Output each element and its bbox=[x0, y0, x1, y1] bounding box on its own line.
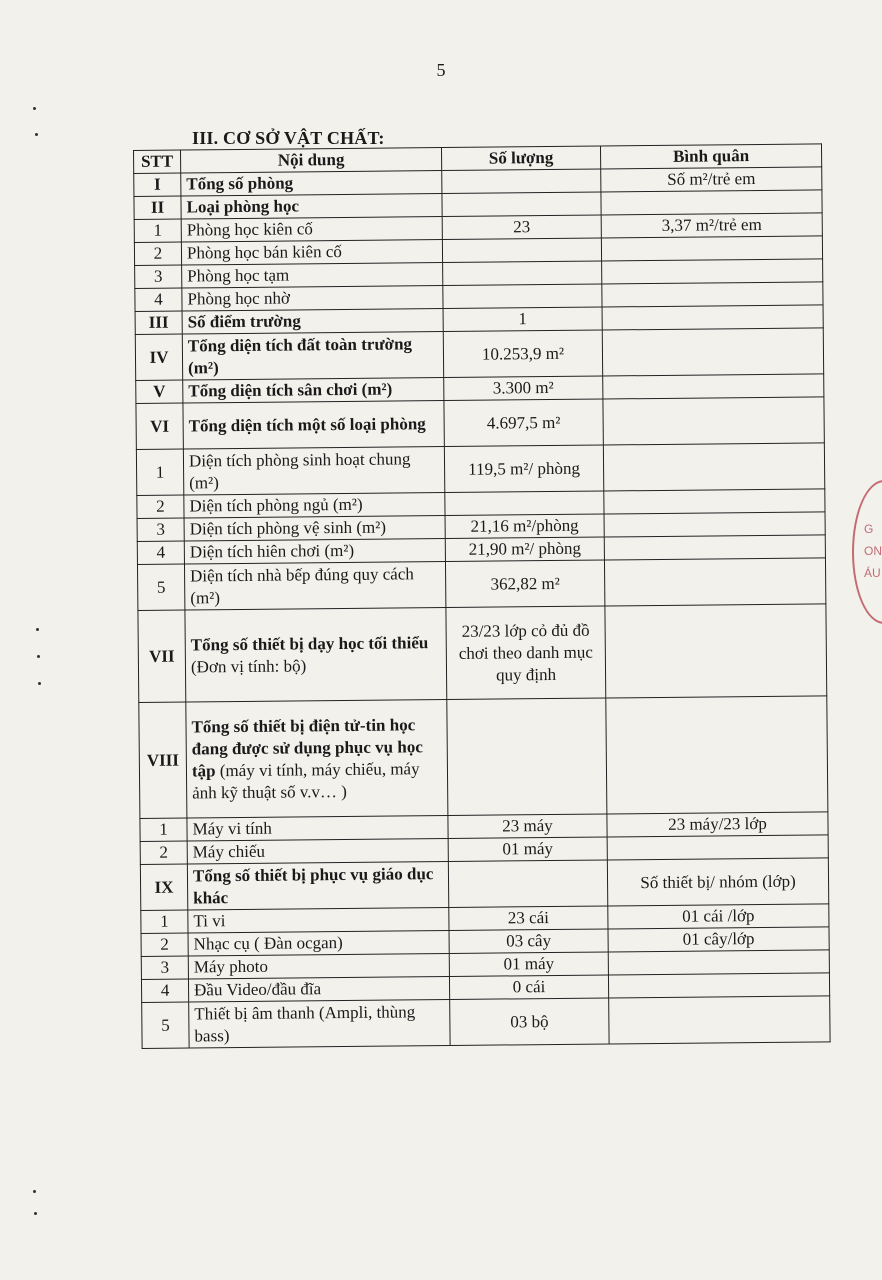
table-row bbox=[135, 328, 823, 381]
table-row bbox=[142, 996, 830, 1049]
cell-stt: I bbox=[134, 173, 181, 196]
cell-average bbox=[601, 190, 822, 215]
cell-quantity bbox=[447, 698, 607, 816]
cell-content: Phòng học tạm bbox=[182, 263, 443, 289]
cell-stt: V bbox=[136, 380, 183, 403]
cell-average bbox=[603, 397, 824, 445]
cell-content: Phòng học kiên cố bbox=[181, 217, 442, 243]
cell-quantity: 23/23 lớp cỏ đủ đồ chơi theo danh mục quy định bbox=[446, 606, 606, 700]
cell-content: Diện tích phòng sinh hoạt chung (m²) bbox=[183, 447, 444, 496]
cell-average bbox=[605, 604, 827, 698]
cell-content: Ti vi bbox=[188, 908, 449, 934]
cell-quantity: 4.697,5 m² bbox=[444, 399, 603, 447]
stamp-text: G bbox=[864, 522, 874, 536]
scan-mark bbox=[38, 682, 41, 685]
cell-content: Số điểm trường bbox=[182, 309, 443, 335]
cell-content: Tổng diện tích sân chơi (m²) bbox=[183, 378, 444, 404]
cell-content: Máy vi tính bbox=[187, 816, 448, 842]
scan-mark bbox=[33, 1190, 36, 1193]
cell-average bbox=[602, 259, 823, 284]
cell-quantity: 119,5 m²/ phòng bbox=[444, 445, 603, 493]
cell-quantity bbox=[443, 284, 602, 309]
cell-content: Tổng số thiết bị phục vụ giáo dục khác bbox=[187, 862, 448, 911]
cell-average bbox=[603, 374, 824, 399]
scan-mark bbox=[34, 1212, 37, 1215]
table-row bbox=[138, 604, 827, 703]
cell-quantity: 10.253,9 m² bbox=[443, 330, 602, 378]
cell-stt: 4 bbox=[141, 979, 188, 1002]
cell-content-bold: Tổng số thiết bị dạy học tối thiểu bbox=[190, 632, 429, 654]
cell-average: Số thiết bị/ nhóm (lớp) bbox=[607, 858, 828, 906]
cell-average: Số m²/trẻ em bbox=[601, 167, 822, 192]
cell-quantity bbox=[442, 192, 601, 217]
scan-mark bbox=[33, 107, 36, 110]
cell-content bbox=[186, 700, 448, 819]
cell-average bbox=[608, 950, 829, 975]
cell-quantity: 23 cái bbox=[449, 906, 608, 931]
cell-content: Thiết bị âm thanh (Ampli, thùng bass) bbox=[189, 999, 450, 1048]
cell-content: Đầu Video/đầu đĩa bbox=[188, 977, 449, 1003]
header-stt: STT bbox=[134, 150, 181, 173]
cell-stt: 1 bbox=[134, 219, 181, 242]
cell-stt: 2 bbox=[140, 841, 187, 864]
scan-mark bbox=[37, 655, 40, 658]
table-row bbox=[140, 858, 828, 911]
scan-mark bbox=[36, 628, 39, 631]
stamp-text: ÁU bbox=[864, 566, 881, 580]
cell-content: Diện tích phòng vệ sinh (m²) bbox=[184, 516, 445, 542]
cell-quantity: 362,82 m² bbox=[445, 560, 604, 608]
cell-stt: 5 bbox=[142, 1002, 189, 1048]
cell-content-bold: Tổng số thiết bị điện tử-tin học đang được sử dụng phục vụ học tập bbox=[191, 714, 423, 780]
cell-average bbox=[604, 512, 825, 537]
cell-quantity: 21,16 m²/phòng bbox=[445, 514, 604, 539]
cell-quantity bbox=[445, 491, 604, 516]
cell-quantity: 23 máy bbox=[448, 814, 607, 839]
header-quantity: Số lượng bbox=[441, 146, 600, 171]
table-row bbox=[136, 397, 824, 450]
page-number: 5 bbox=[436, 60, 446, 80]
cell-content: Tổng diện tích một số loại phòng bbox=[183, 401, 444, 450]
cell-content: Phòng học nhờ bbox=[182, 286, 443, 312]
cell-stt: 5 bbox=[137, 564, 184, 610]
cell-quantity: 23 bbox=[442, 215, 601, 240]
cell-stt: 1 bbox=[141, 910, 188, 933]
cell-stt: 1 bbox=[136, 449, 183, 495]
cell-stt: 3 bbox=[135, 265, 182, 288]
cell-quantity: 0 cái bbox=[449, 975, 608, 1000]
stamp-seal bbox=[852, 480, 882, 624]
cell-stt: III bbox=[135, 311, 182, 334]
facilities-table bbox=[133, 143, 831, 1049]
cell-quantity bbox=[442, 169, 601, 194]
cell-average: 01 cây/lớp bbox=[608, 927, 829, 952]
cell-average bbox=[604, 558, 825, 606]
table-body bbox=[134, 167, 830, 1049]
stamp-text: ON bbox=[864, 544, 882, 558]
cell-stt: 2 bbox=[141, 933, 188, 956]
cell-average bbox=[601, 236, 822, 261]
section-title: III. CƠ SỞ VẬT CHẤT: bbox=[192, 128, 385, 148]
cell-content: Diện tích hiên chơi (m²) bbox=[184, 539, 445, 565]
cell-average bbox=[609, 996, 830, 1044]
cell-content: Máy photo bbox=[188, 954, 449, 980]
cell-average bbox=[608, 973, 829, 998]
cell-quantity: 3.300 m² bbox=[444, 376, 603, 401]
cell-stt: VII bbox=[138, 610, 186, 702]
cell-content: Diện tích phòng ngủ (m²) bbox=[184, 493, 445, 519]
cell-stt: 2 bbox=[137, 495, 184, 518]
cell-stt: II bbox=[134, 196, 181, 219]
cell-average bbox=[602, 328, 823, 376]
header-content: Nội dung bbox=[181, 148, 442, 174]
cell-content-note: (máy vi tính, máy chiếu, máy ảnh kỹ thuật số v.v… ) bbox=[192, 758, 420, 802]
scan-mark bbox=[35, 133, 38, 136]
cell-quantity: 1 bbox=[443, 307, 602, 332]
cell-content: Diện tích nhà bếp đúng quy cách (m²) bbox=[184, 562, 445, 611]
cell-average bbox=[603, 443, 824, 491]
cell-average: 01 cái /lớp bbox=[608, 904, 829, 929]
cell-content: Máy chiếu bbox=[187, 839, 448, 865]
cell-average bbox=[604, 489, 825, 514]
cell-stt: VI bbox=[136, 403, 183, 449]
cell-content bbox=[185, 608, 447, 703]
cell-content-note: (Đơn vị tính: bộ) bbox=[190, 655, 307, 676]
cell-quantity: 03 cây bbox=[449, 929, 608, 954]
cell-stt: 4 bbox=[135, 288, 182, 311]
cell-quantity bbox=[443, 261, 602, 286]
cell-stt: IV bbox=[135, 334, 182, 380]
cell-average bbox=[606, 696, 828, 814]
cell-average bbox=[602, 305, 823, 330]
cell-stt: 3 bbox=[141, 956, 188, 979]
cell-content: Loại phòng học bbox=[181, 194, 442, 220]
cell-quantity: 01 máy bbox=[449, 952, 608, 977]
cell-stt: VIII bbox=[139, 702, 187, 818]
cell-stt: 4 bbox=[137, 541, 184, 564]
cell-stt: IX bbox=[140, 864, 187, 910]
table-row bbox=[139, 696, 828, 819]
header-average: Bình quân bbox=[600, 144, 821, 169]
cell-quantity: 01 máy bbox=[448, 837, 607, 862]
cell-quantity bbox=[442, 238, 601, 263]
cell-content: Nhạc cụ ( Đàn ocgan) bbox=[188, 931, 449, 957]
cell-average: 3,37 m²/trẻ em bbox=[601, 213, 822, 238]
cell-content: Tổng số phòng bbox=[181, 171, 442, 197]
cell-average bbox=[602, 282, 823, 307]
cell-stt: 3 bbox=[137, 518, 184, 541]
cell-average bbox=[604, 535, 825, 560]
cell-average: 23 máy/23 lớp bbox=[607, 812, 828, 837]
cell-stt: 2 bbox=[134, 242, 181, 265]
cell-quantity bbox=[448, 860, 607, 908]
table-row bbox=[137, 558, 825, 611]
cell-content: Tổng diện tích đất toàn trường (m²) bbox=[182, 332, 443, 381]
cell-quantity: 03 bộ bbox=[450, 998, 609, 1046]
table-row bbox=[136, 443, 824, 496]
cell-average bbox=[607, 835, 828, 860]
cell-content: Phòng học bán kiên cố bbox=[181, 240, 442, 266]
cell-stt: 1 bbox=[140, 818, 187, 841]
cell-quantity: 21,90 m²/ phòng bbox=[445, 537, 604, 562]
